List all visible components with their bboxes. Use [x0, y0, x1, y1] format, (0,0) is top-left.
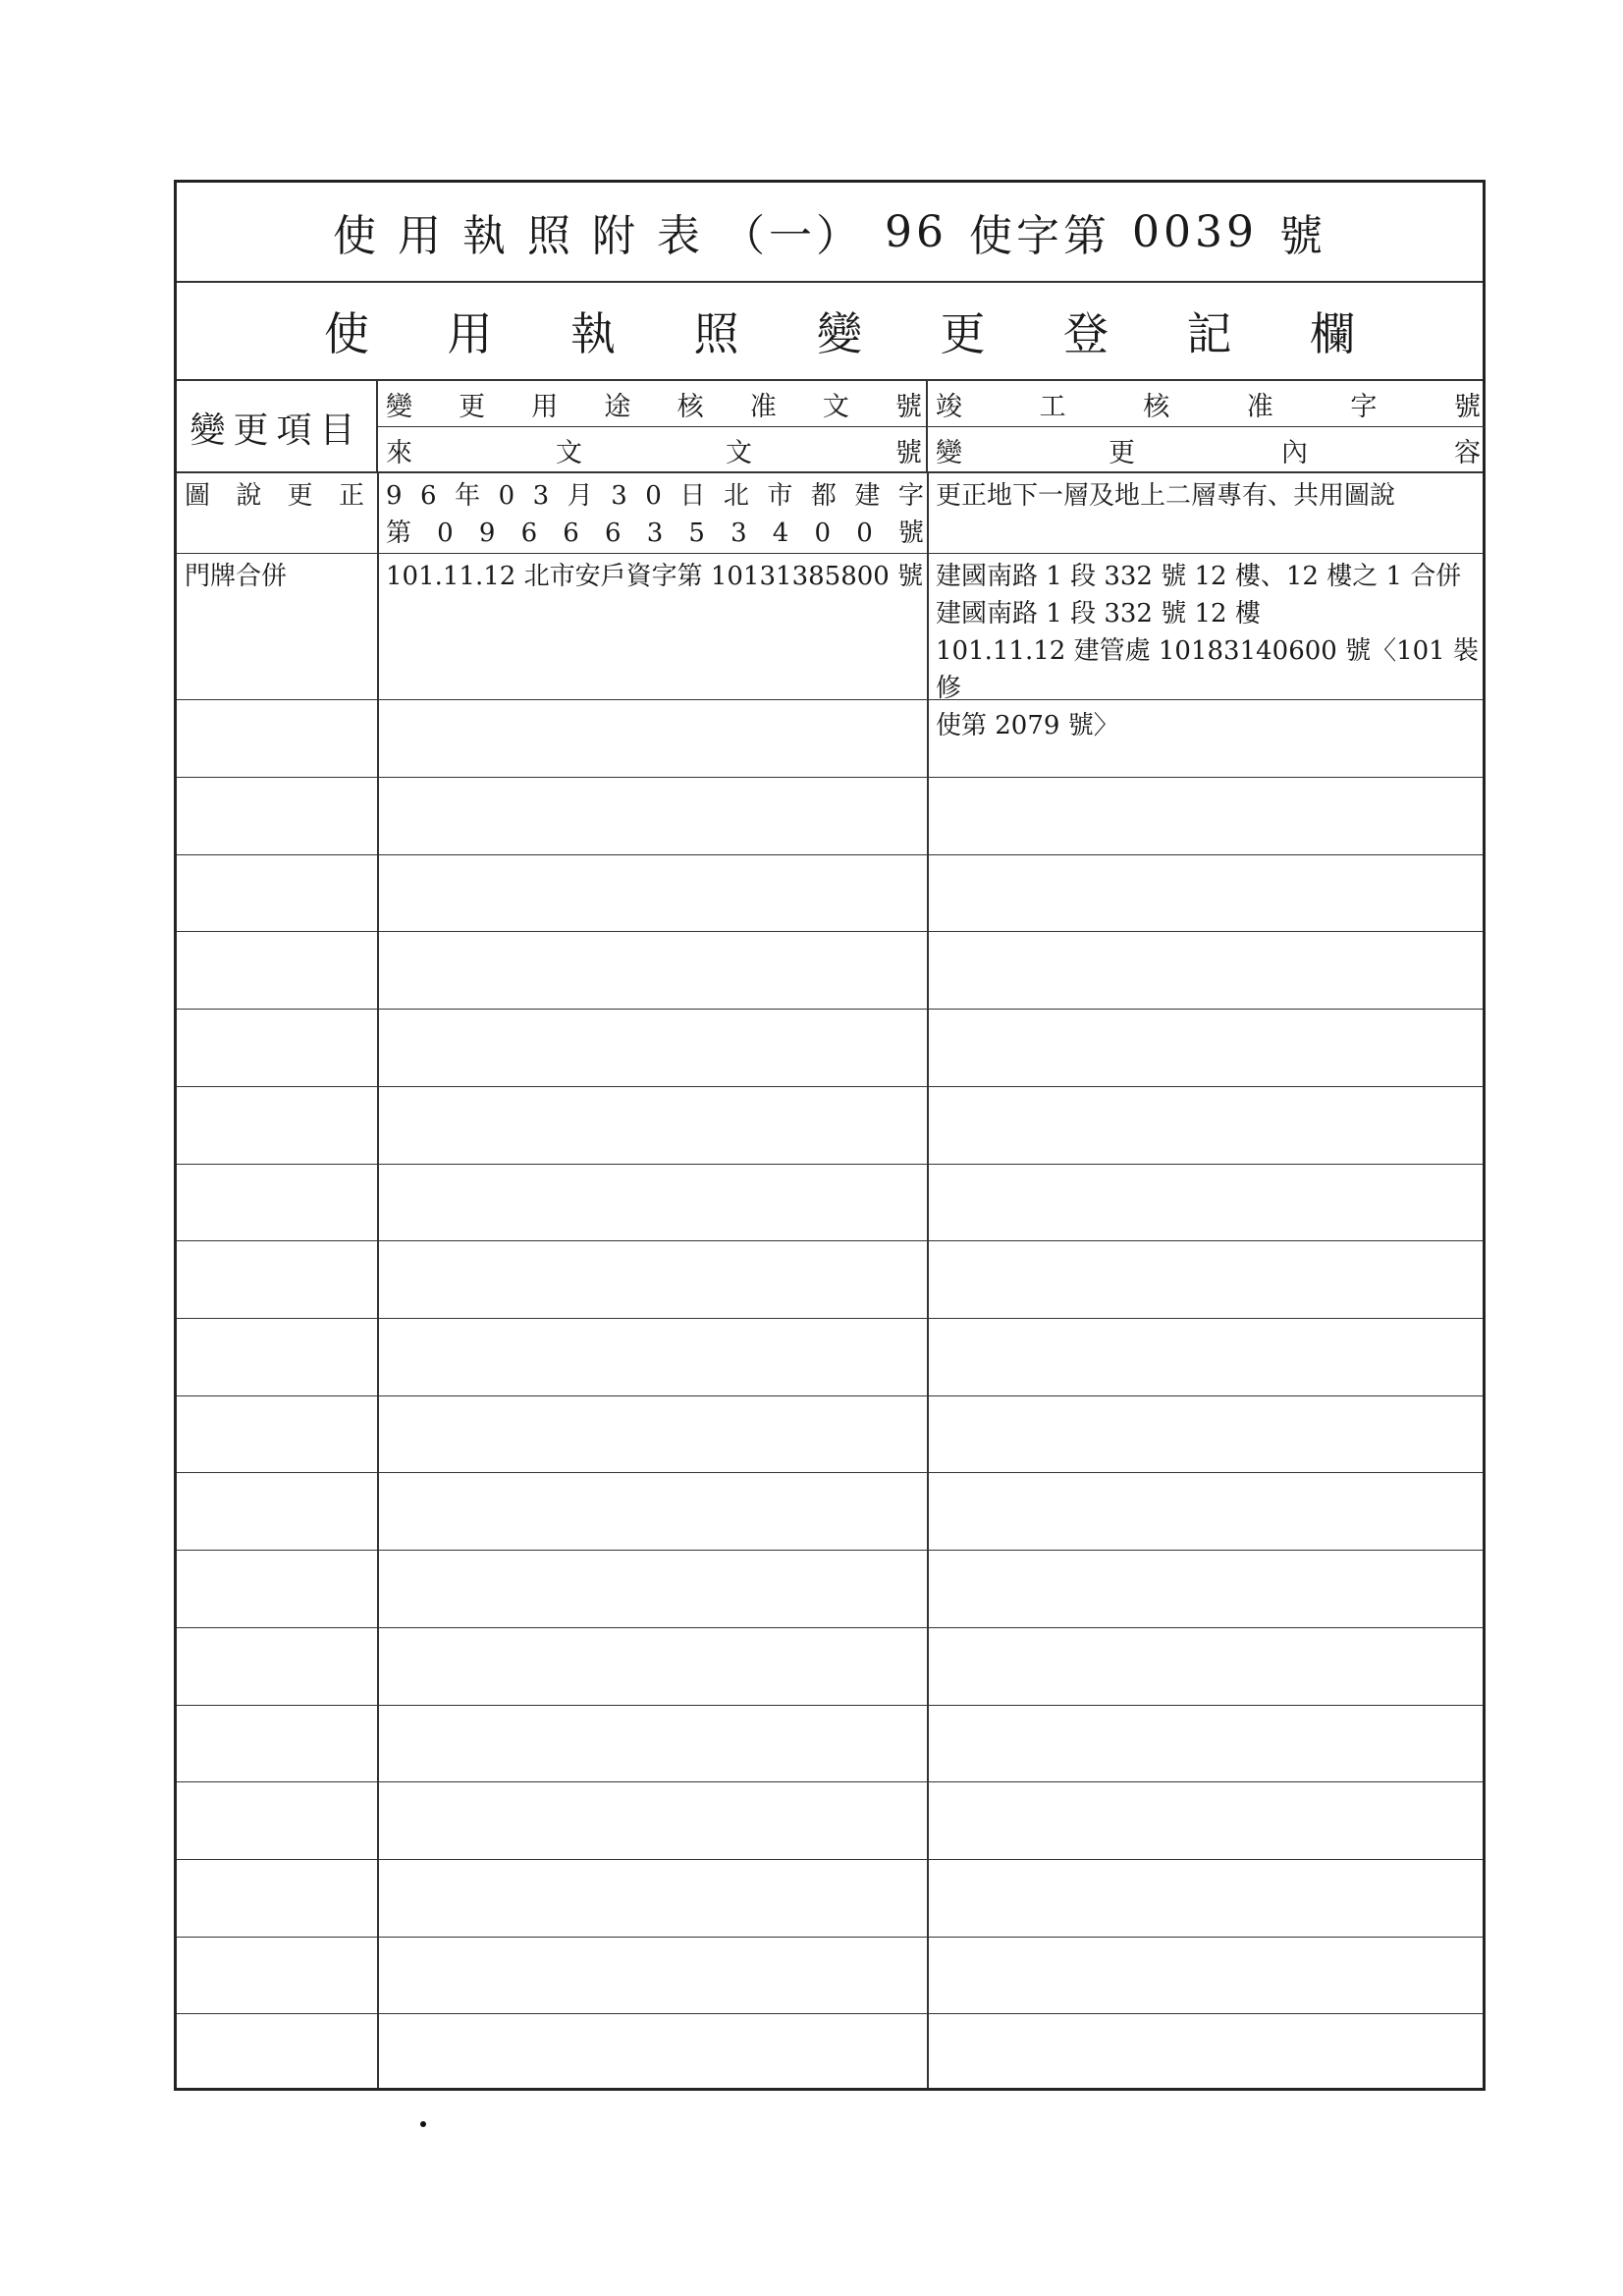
doc-char: 3	[646, 519, 664, 548]
entry-content	[928, 554, 1485, 740]
title-mid: 使字第	[968, 211, 1110, 261]
entry-item: 門牌合併	[185, 562, 288, 591]
entry-grid	[177, 473, 1483, 2088]
doc-char: 4	[772, 519, 789, 548]
entry-document-no	[378, 473, 928, 553]
header-approval-no	[378, 381, 928, 427]
doc-char: 0	[498, 481, 515, 511]
empty-row	[177, 778, 1483, 855]
header-char: 竣	[936, 391, 962, 422]
header-char: 核	[676, 391, 704, 422]
doc-char: 3	[532, 481, 550, 511]
header-char: 變	[936, 438, 962, 468]
empty-row	[177, 700, 1483, 778]
doc-char: 6	[420, 481, 437, 511]
title-year: 96	[884, 206, 947, 257]
empty-row	[177, 1938, 1483, 2014]
subtitle-char: 照	[693, 307, 739, 360]
header-char: 更	[1109, 438, 1135, 468]
doc-char: 字	[897, 481, 924, 511]
header-char: 工	[1039, 391, 1066, 422]
title-number: 0039	[1131, 206, 1258, 257]
empty-row	[177, 1165, 1483, 1241]
header-char: 更	[459, 391, 486, 422]
doc-char: 0	[814, 519, 832, 548]
header-char: 號	[894, 391, 922, 422]
doc-char: 年	[455, 481, 481, 511]
content-line: 建國南路 1 段 332 號 12 樓	[936, 599, 1261, 629]
doc-char: 都	[810, 481, 837, 511]
empty-row	[177, 855, 1483, 932]
header-char: 准	[749, 391, 777, 422]
doc-char: 建	[854, 481, 881, 511]
table-row	[177, 473, 1483, 554]
header-char: 容	[1454, 438, 1481, 468]
registration-table	[174, 180, 1486, 2091]
doc-char: 日	[679, 481, 706, 511]
empty-row	[177, 932, 1483, 1010]
header-char: 文	[822, 391, 849, 422]
header-char: 內	[1281, 438, 1308, 468]
header-char: 字	[1350, 391, 1378, 422]
subtitle-char: 登	[1063, 307, 1109, 360]
item-char: 更	[287, 481, 313, 511]
header-char: 准	[1246, 391, 1273, 422]
subtitle-char: 使	[324, 307, 369, 360]
content-line: 建國南路 1 段 332 號 12 樓、12 樓之 1 合併	[936, 562, 1462, 591]
doc-char: 0	[645, 481, 662, 511]
doc-char: 月	[567, 481, 593, 511]
subtitle-char: 記	[1186, 307, 1232, 360]
empty-row	[177, 1860, 1483, 1938]
header-char: 文	[556, 438, 582, 468]
doc-char: 3	[611, 481, 627, 511]
header-char: 核	[1143, 391, 1170, 422]
subtitle	[177, 283, 1483, 381]
doc-char: 3	[730, 519, 747, 548]
subtitle-char: 欄	[1310, 307, 1355, 360]
header-char: 來	[386, 438, 412, 468]
content-line: 使第 2079 號〉	[936, 711, 1119, 740]
subtitle-char: 執	[570, 307, 616, 360]
table-row	[177, 554, 1483, 740]
doc-char: 6	[604, 519, 622, 548]
header-char: 用	[531, 391, 559, 422]
empty-row	[177, 1396, 1483, 1473]
doc-char: 6	[563, 519, 579, 548]
empty-row	[177, 1241, 1483, 1319]
doc-char: 6	[520, 519, 538, 548]
doc-char: 9	[478, 519, 496, 548]
doc-char: 號	[897, 519, 924, 548]
header-change-content	[928, 427, 1485, 473]
entry-document-no: 101.11.12 北市安戶資字第 10131385800 號	[386, 562, 924, 591]
doc-char: 北	[723, 481, 749, 511]
column-header	[177, 381, 1483, 473]
doc-line-1	[386, 477, 924, 515]
doc-char: 5	[688, 519, 705, 548]
empty-row	[177, 1319, 1483, 1396]
title-suffix: 號	[1278, 211, 1326, 261]
doc-line-2	[386, 515, 924, 552]
header-char: 號	[1453, 391, 1481, 422]
entry-item	[177, 473, 378, 553]
item-char: 正	[338, 481, 364, 511]
empty-row	[177, 1551, 1483, 1628]
title-prefix: 使 用 執 照 附 表 （一）	[333, 211, 863, 261]
empty-row	[177, 1628, 1483, 1706]
item-char: 說	[236, 481, 262, 511]
empty-row	[177, 1087, 1483, 1165]
empty-row	[177, 1782, 1483, 1860]
doc-char: 市	[767, 481, 793, 511]
header-change-item: 變更項目	[177, 381, 378, 473]
header-char: 號	[895, 438, 922, 468]
header-char: 途	[604, 391, 631, 422]
content-line: 101.11.12 建管處 10183140600 號〈101 裝修	[936, 636, 1479, 703]
header-incoming-no	[378, 427, 928, 473]
subtitle-char: 變	[817, 307, 862, 360]
doc-char: 9	[386, 481, 403, 511]
item-char: 圖	[185, 481, 211, 511]
scan-dot	[420, 2121, 426, 2127]
page-title	[177, 183, 1483, 283]
subtitle-char: 用	[447, 307, 493, 360]
doc-char: 第	[386, 519, 412, 548]
header-char: 文	[726, 438, 752, 468]
header-completion-no	[928, 381, 1485, 427]
header-char: 變	[386, 391, 412, 422]
empty-row	[177, 1706, 1483, 1782]
subtitle-char: 更	[940, 307, 986, 360]
entry-content: 更正地下一層及地上二層專有、共用圖說	[936, 481, 1396, 511]
empty-row	[177, 1473, 1483, 1551]
doc-char: 0	[437, 519, 454, 548]
doc-char: 0	[856, 519, 873, 548]
empty-row	[177, 1010, 1483, 1087]
